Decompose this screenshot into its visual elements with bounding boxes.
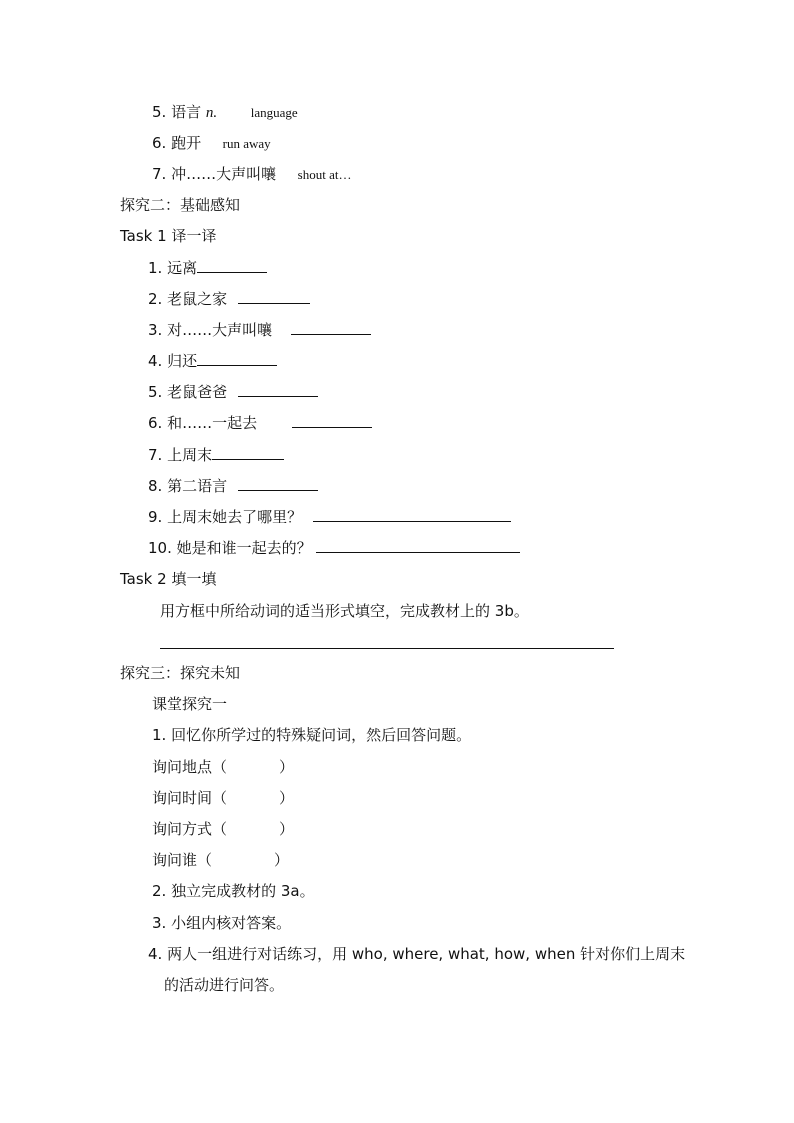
item-text: 老鼠爸爸 (167, 383, 228, 401)
item-number: 10. (148, 539, 172, 557)
answer-blank[interactable] (291, 320, 371, 335)
question-word-prompt (152, 850, 289, 870)
vocab-chinese: 冲……大声叫嚷 (171, 165, 277, 183)
answer-line[interactable] (160, 648, 614, 649)
question-word-prompt (152, 757, 294, 777)
step-text: 小组内核对答案。 (171, 914, 292, 932)
item-text: 老鼠之家 (167, 290, 228, 308)
answer-blank[interactable] (212, 445, 284, 460)
vocab-english: run away (222, 136, 271, 151)
item-number: 5. (148, 383, 163, 401)
item-number: 4. (148, 352, 163, 370)
translation-item (148, 538, 520, 558)
translation-item (148, 320, 371, 340)
item-number: 8. (148, 477, 163, 495)
prompt-close: ） (274, 851, 290, 869)
prompt-label: 询问时间（ (152, 789, 228, 807)
answer-blank[interactable] (197, 351, 277, 366)
task-title: Task 2 填一填 (120, 570, 217, 588)
item-text: 对……大声叫嚷 (167, 321, 273, 339)
answer-blank[interactable] (316, 538, 520, 553)
answer-blank[interactable] (238, 289, 310, 304)
prompt-close: ） (279, 758, 295, 776)
item-text: 归还 (167, 352, 198, 370)
section-title: 探究二：基础感知 (120, 196, 241, 214)
item-text: 上周末 (167, 446, 213, 464)
translation-item (148, 289, 310, 309)
item-number: 9. (148, 508, 163, 526)
step-text: 独立完成教材的 3a。 (171, 882, 315, 900)
vocab-number: 7. (152, 165, 167, 183)
item-text: 上周末她去了哪里？ (167, 508, 303, 526)
vocab-chinese: 语言 (171, 103, 202, 121)
task-instruction: 用方框中所给动词的适当形式填空，完成教材上的 3b。 (160, 602, 529, 620)
step-item (148, 944, 685, 964)
step-number: 2. (152, 882, 167, 900)
question-word-prompt (152, 788, 294, 808)
item-number: 2. (148, 290, 163, 308)
answer-blank[interactable] (197, 258, 267, 273)
translation-item (148, 258, 267, 278)
prompt-close: ） (279, 820, 295, 838)
vocab-chinese: 跑开 (171, 134, 202, 152)
prompt-label: 询问地点（ (152, 758, 228, 776)
vocab-item (152, 164, 351, 185)
step-number: 1. (152, 726, 167, 744)
answer-blank[interactable] (238, 382, 318, 397)
vocab-item (152, 133, 271, 154)
vocab-number: 5. (152, 103, 167, 121)
item-number: 1. (148, 259, 163, 277)
step-number: 4. (148, 945, 163, 963)
question-word-prompt (152, 819, 294, 839)
vocab-part-of-speech: n. (205, 105, 218, 121)
item-number: 6. (148, 414, 163, 432)
item-text: 和……一起去 (167, 414, 258, 432)
item-text: 她是和谁一起去的？ (176, 539, 312, 557)
vocab-number: 6. (152, 134, 167, 152)
translation-item (148, 413, 372, 433)
item-text: 远离 (167, 259, 198, 277)
vocab-english: shout at… (297, 167, 352, 182)
step-text: 回忆你所学过的特殊疑问词，然后回答问题。 (171, 726, 472, 744)
translation-item (148, 476, 318, 496)
section-title: 探究三：探究未知 (120, 664, 241, 682)
section-subtitle: 课堂探究一 (152, 695, 228, 713)
prompt-close: ） (279, 789, 295, 807)
item-text: 第二语言 (167, 477, 228, 495)
item-number: 7. (148, 446, 163, 464)
translation-item (148, 445, 284, 465)
step-number: 3. (152, 914, 167, 932)
vocab-item (152, 102, 298, 123)
translation-item (148, 351, 277, 371)
prompt-label: 询问方式（ (152, 820, 228, 838)
step-item (152, 881, 315, 901)
step-item (152, 913, 291, 933)
step-item (152, 725, 471, 745)
prompt-label: 询问谁（ (152, 851, 213, 869)
task-title: Task 1 译一译 (120, 227, 217, 245)
step-text: 两人一组进行对话练习，用 who, where, what, how, when 针对你们上周末 (167, 945, 686, 963)
answer-blank[interactable] (313, 507, 511, 522)
translation-item (148, 382, 318, 402)
translation-item (148, 507, 511, 527)
answer-blank[interactable] (238, 476, 318, 491)
step-text-continued: 的活动进行问答。 (164, 976, 285, 994)
answer-blank[interactable] (292, 413, 372, 428)
vocab-english: language (250, 105, 298, 120)
item-number: 3. (148, 321, 163, 339)
